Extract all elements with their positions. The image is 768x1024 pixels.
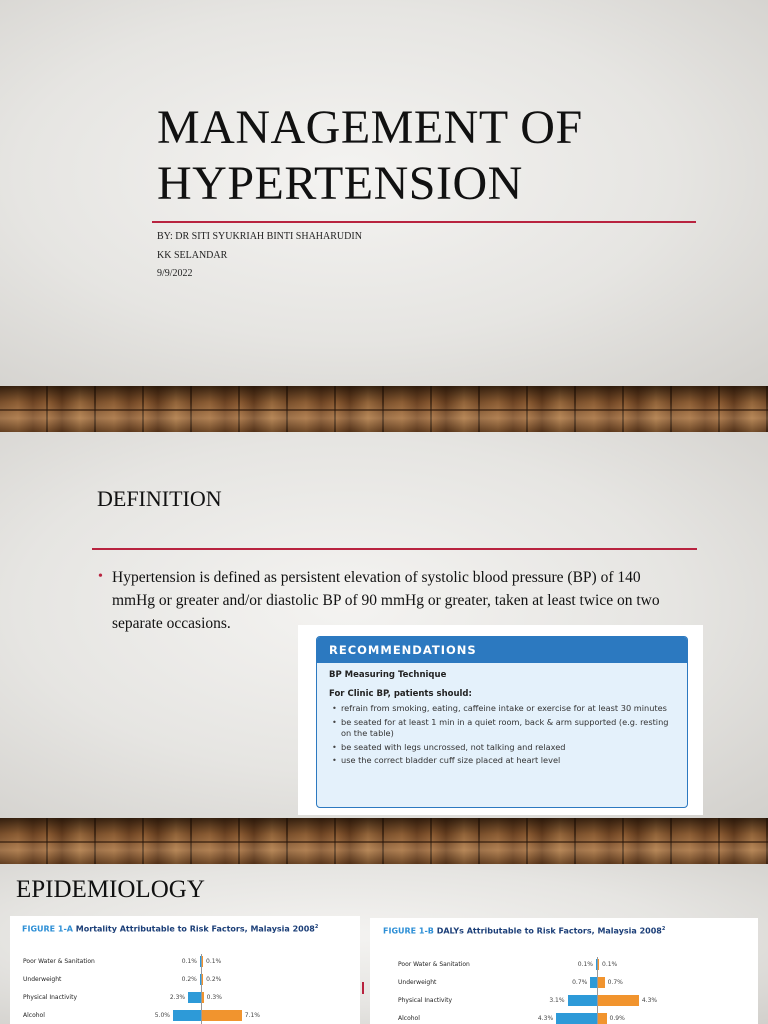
figure-1a-row-label: Poor Water & Sanitation (23, 958, 95, 965)
definition-divider (92, 548, 697, 550)
recommendations-list (317, 703, 687, 767)
figure-1b-value-left: 0.1% (577, 961, 593, 968)
figure-1a-caption: Mortality Attributable to Risk Factors, Malaysia 2008 (75, 924, 315, 934)
presentation-title (157, 100, 583, 212)
recommendation-item: • refrain from smoking, eating, caffeine intake or exercise for at least 30 minutes (341, 703, 677, 715)
figure-1a-chart (10, 916, 360, 1024)
figure-1a-bar-right (202, 974, 203, 985)
figure-1b-value-right: 4.3% (641, 997, 658, 1004)
title-line-1: MANAGEMENT OF (157, 101, 583, 154)
recommendation-item: • be seated with legs uncrossed, not talking and relaxed (341, 742, 677, 754)
figure-1b-value-right: 0.9% (609, 1015, 625, 1022)
date-line: 9/9/2022 (157, 268, 193, 279)
definition-heading: DEFINITION (97, 486, 222, 511)
recommendation-item: • use the correct bladder cuff size placed at heart level (341, 755, 677, 767)
figure-1b-bar-left (556, 1013, 597, 1024)
figure-1b-chart (370, 918, 758, 1024)
wood-floor-decoration (0, 818, 768, 864)
bullet-marker-icon: • (98, 569, 103, 584)
figure-1b-value-left: 4.3% (537, 1015, 554, 1022)
figure-1a-ref: 2 (314, 924, 319, 930)
figure-1b-row-label: Alcohol (398, 1015, 420, 1022)
recommendations-subtitle: BP Measuring Technique (329, 670, 447, 680)
figure-1b-value-left: 0.7% (572, 979, 588, 986)
wood-floor-decoration (0, 386, 768, 432)
figure-1a-bar-left (188, 992, 201, 1003)
clinic-line: KK SELANDAR (157, 250, 228, 261)
figure-1a-value-right: 0.2% (206, 976, 222, 983)
figure-1a-bar-right (202, 956, 203, 967)
figure-1a-value-left: 5.0% (154, 1012, 170, 1019)
figure-1a-value-right: 7.1% (244, 1012, 260, 1019)
figure-1b-ref: 2 (661, 926, 666, 932)
figure-1a-bar-left (200, 956, 201, 967)
recommendations-box (316, 636, 688, 808)
recommendations-header: RECOMMENDATIONS (317, 637, 687, 663)
figure-1a-value-left: 0.1% (181, 958, 197, 965)
definition-text: Hypertension is defined as persistent elevation of systolic blood pressure (BP) of 140 mmHg or greater and/or diastolic BP of 90 mmHg or greater, taken at least twice on two separate occasions. (112, 569, 660, 632)
figure-1b-bar-right (598, 959, 599, 970)
recommendation-item: • be seated for at least 1 min in a quiet room, back & arm supported (e.g. resting on the table) (341, 717, 677, 740)
figure-1b-title (383, 926, 665, 936)
epidemiology-divider-fragment (362, 982, 364, 994)
figure-1b-bar-left (596, 959, 597, 970)
figure-1a-bar-left (200, 974, 201, 985)
title-line-2: HYPERTENSION (157, 157, 523, 210)
figure-1b-value-left: 3.1% (549, 997, 565, 1004)
figure-1a-row-label: Underweight (23, 976, 62, 983)
author-line: BY: DR SITI SYUKRIAH BINTI SHAHARUDIN (157, 231, 362, 242)
figure-1a-bar-right (202, 1010, 242, 1021)
title-divider (152, 221, 696, 223)
figure-1b-value-right: 0.7% (607, 979, 623, 986)
figure-1a-value-left: 2.3% (169, 994, 186, 1001)
figure-1b-label: FIGURE 1-B (383, 926, 434, 936)
figure-1b-bar-right (598, 1013, 607, 1024)
figure-1a-bar-right (202, 992, 204, 1003)
figure-1b-value-right: 0.1% (602, 961, 618, 968)
figure-1a-row-label: Physical Inactivity (23, 994, 78, 1001)
figure-1a-value-left: 0.2% (181, 976, 197, 983)
figure-1b-row-label: Physical Inactivity (398, 997, 453, 1004)
figure-1b-caption: DALYs Attributable to Risk Factors, Malaysia 2008 (436, 926, 662, 936)
figure-1b-bar-right (598, 977, 605, 988)
figure-1b-row-label: Underweight (398, 979, 437, 986)
recommendations-image (298, 625, 703, 815)
figure-1b-bar-left (568, 995, 597, 1006)
figure-1a-row-label: Alcohol (23, 1012, 45, 1019)
figure-1a-bar-left (173, 1010, 201, 1021)
figure-1a-value-right: 0.3% (206, 994, 222, 1001)
figure-1a-value-right: 0.1% (206, 958, 222, 965)
recommendations-intro: For Clinic BP, patients should: (329, 689, 472, 699)
figure-1b-bar-left (590, 977, 597, 988)
figure-1a-title (22, 924, 318, 934)
title-slide (0, 0, 768, 386)
figure-1b-row-label: Poor Water & Sanitation (398, 961, 470, 968)
figure-1a-label: FIGURE 1-A (22, 924, 73, 934)
figure-1b-bar-right (598, 995, 639, 1006)
epidemiology-heading: EPIDEMIOLOGY (16, 876, 205, 903)
